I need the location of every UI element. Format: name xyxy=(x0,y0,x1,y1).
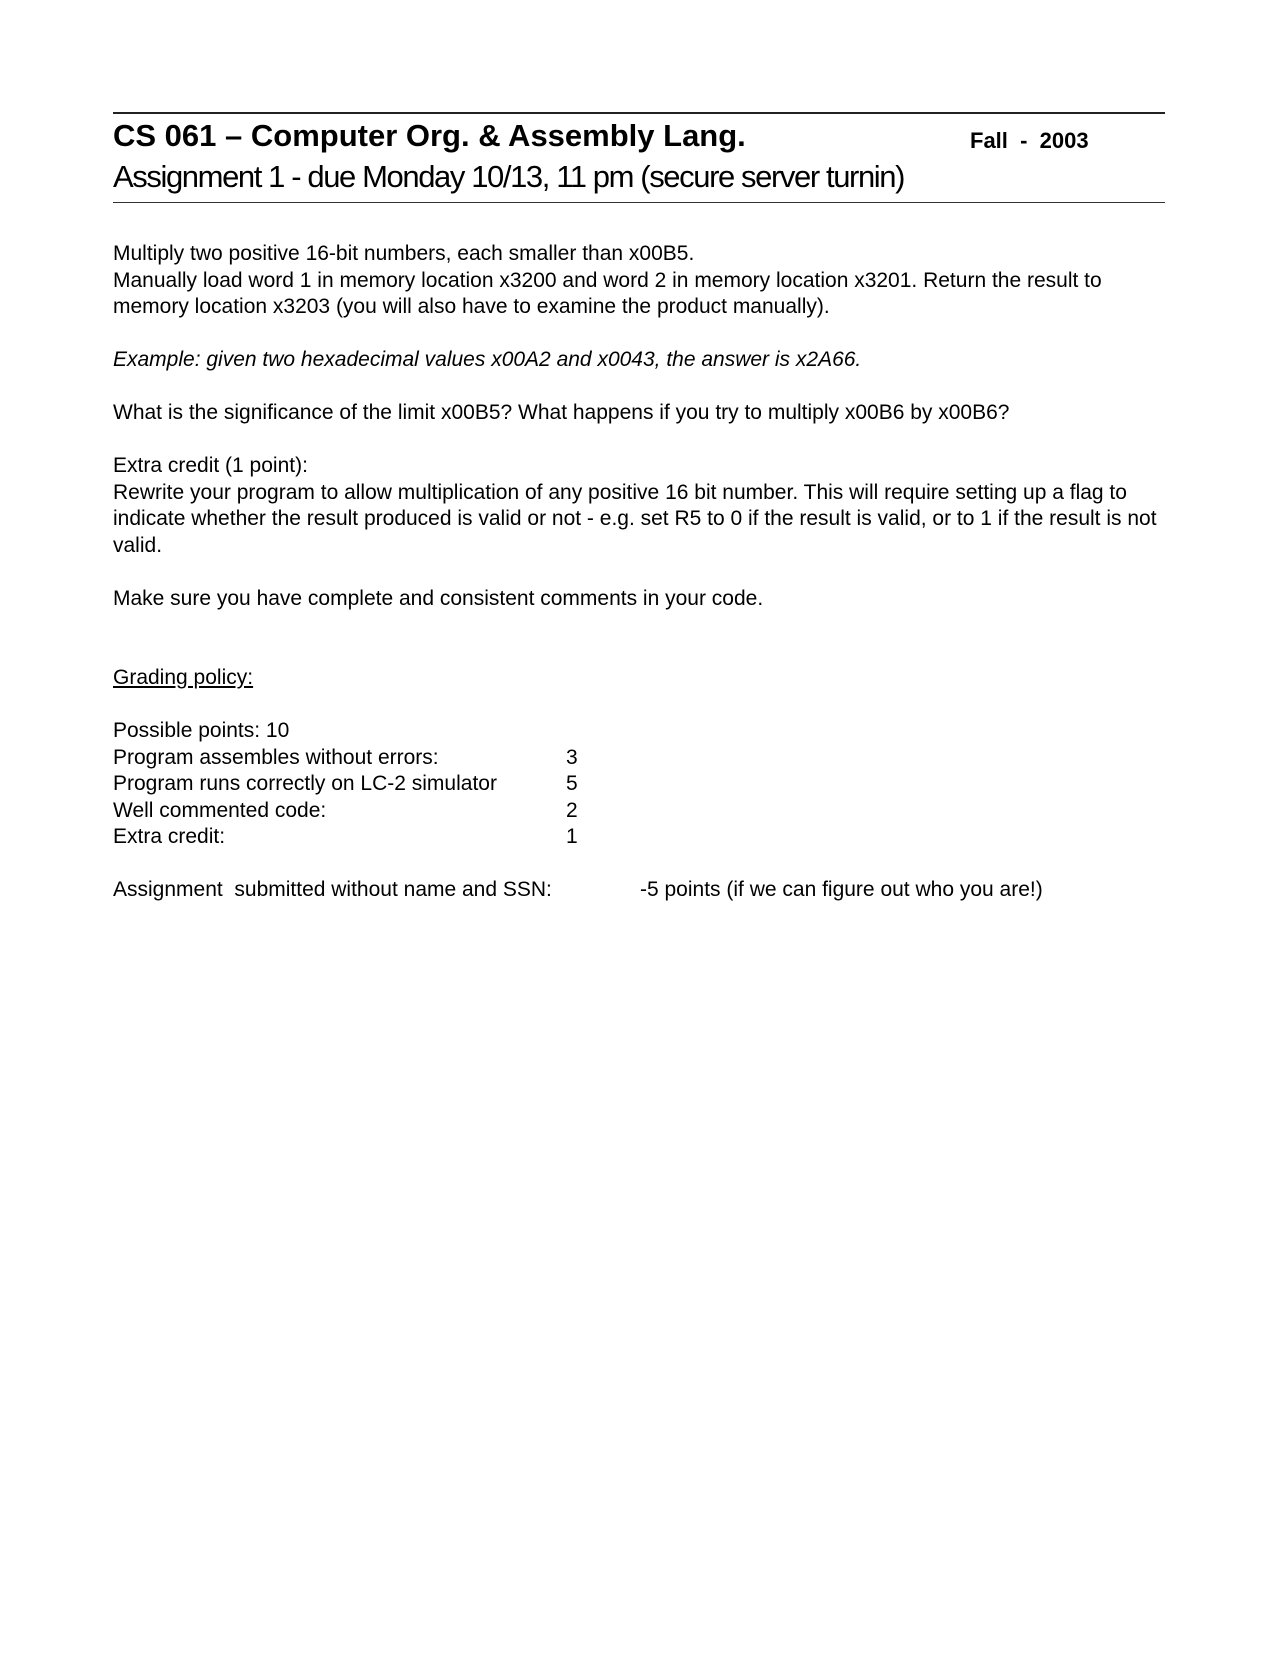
possible-points: Possible points: 10 xyxy=(113,719,290,742)
penalty-value: -5 points (if we can figure out who you are!) xyxy=(640,878,1043,901)
grading-item-points: 1 xyxy=(566,825,578,848)
question-text: What is the significance of the limit x00B5? What happens if you try to multiply x00B6 by x00B6? xyxy=(113,401,1010,424)
title-row xyxy=(113,114,1165,158)
assignment-body xyxy=(113,241,1165,904)
task-line-1: Multiply two positive 16-bit numbers, each smaller than x00B5. xyxy=(113,242,695,265)
grading-item xyxy=(113,745,1165,772)
extra-credit-heading: Extra credit (1 point): xyxy=(113,454,308,477)
grading-item-points: 2 xyxy=(566,798,578,822)
example-text: Example: given two hexadecimal values x00A2 and x0043, the answer is x2A66. xyxy=(113,348,862,371)
grading-item-points: 5 xyxy=(566,772,578,795)
grading-item-label: Well commented code: xyxy=(113,798,327,822)
assignment-title: Assignment 1 - due Monday 10/13, 11 pm (secure server turnin) xyxy=(113,159,905,194)
extra-credit-text: Rewrite your program to allow multiplication of any positive 16 bit number. This will require setting up a flag to indicate whether the result produced is valid or not - e.g. set R5 to 0 if the result is valid, or to 1 if the result is not valid. xyxy=(113,480,1157,557)
grading-item xyxy=(113,771,1165,798)
grading-item-label: Program runs correctly on LC-2 simulator xyxy=(113,772,497,795)
grading-item xyxy=(113,824,1165,851)
assignment-page xyxy=(113,112,1165,904)
penalty-label: Assignment submitted without name and SSN: xyxy=(113,878,552,901)
comments-note: Make sure you have complete and consistent comments in your code. xyxy=(113,586,764,610)
grading-heading: Grading policy: xyxy=(113,666,254,689)
grading-item-label: Extra credit: xyxy=(113,825,226,848)
task-line-2: Manually load word 1 in memory location x3200 and word 2 in memory location x3201. Return the result to memory location x3203 (you will also have to examine the product manually). xyxy=(113,268,1102,318)
grading-item xyxy=(113,798,1165,825)
penalty-row xyxy=(113,877,1165,904)
course-title: CS 061 – Computer Org. & Assembly Lang. xyxy=(113,118,746,153)
grading-item-label: Program assembles without errors: xyxy=(113,745,439,769)
term-label: Fall - 2003 xyxy=(970,128,1089,153)
grading-item-points: 3 xyxy=(566,745,578,769)
